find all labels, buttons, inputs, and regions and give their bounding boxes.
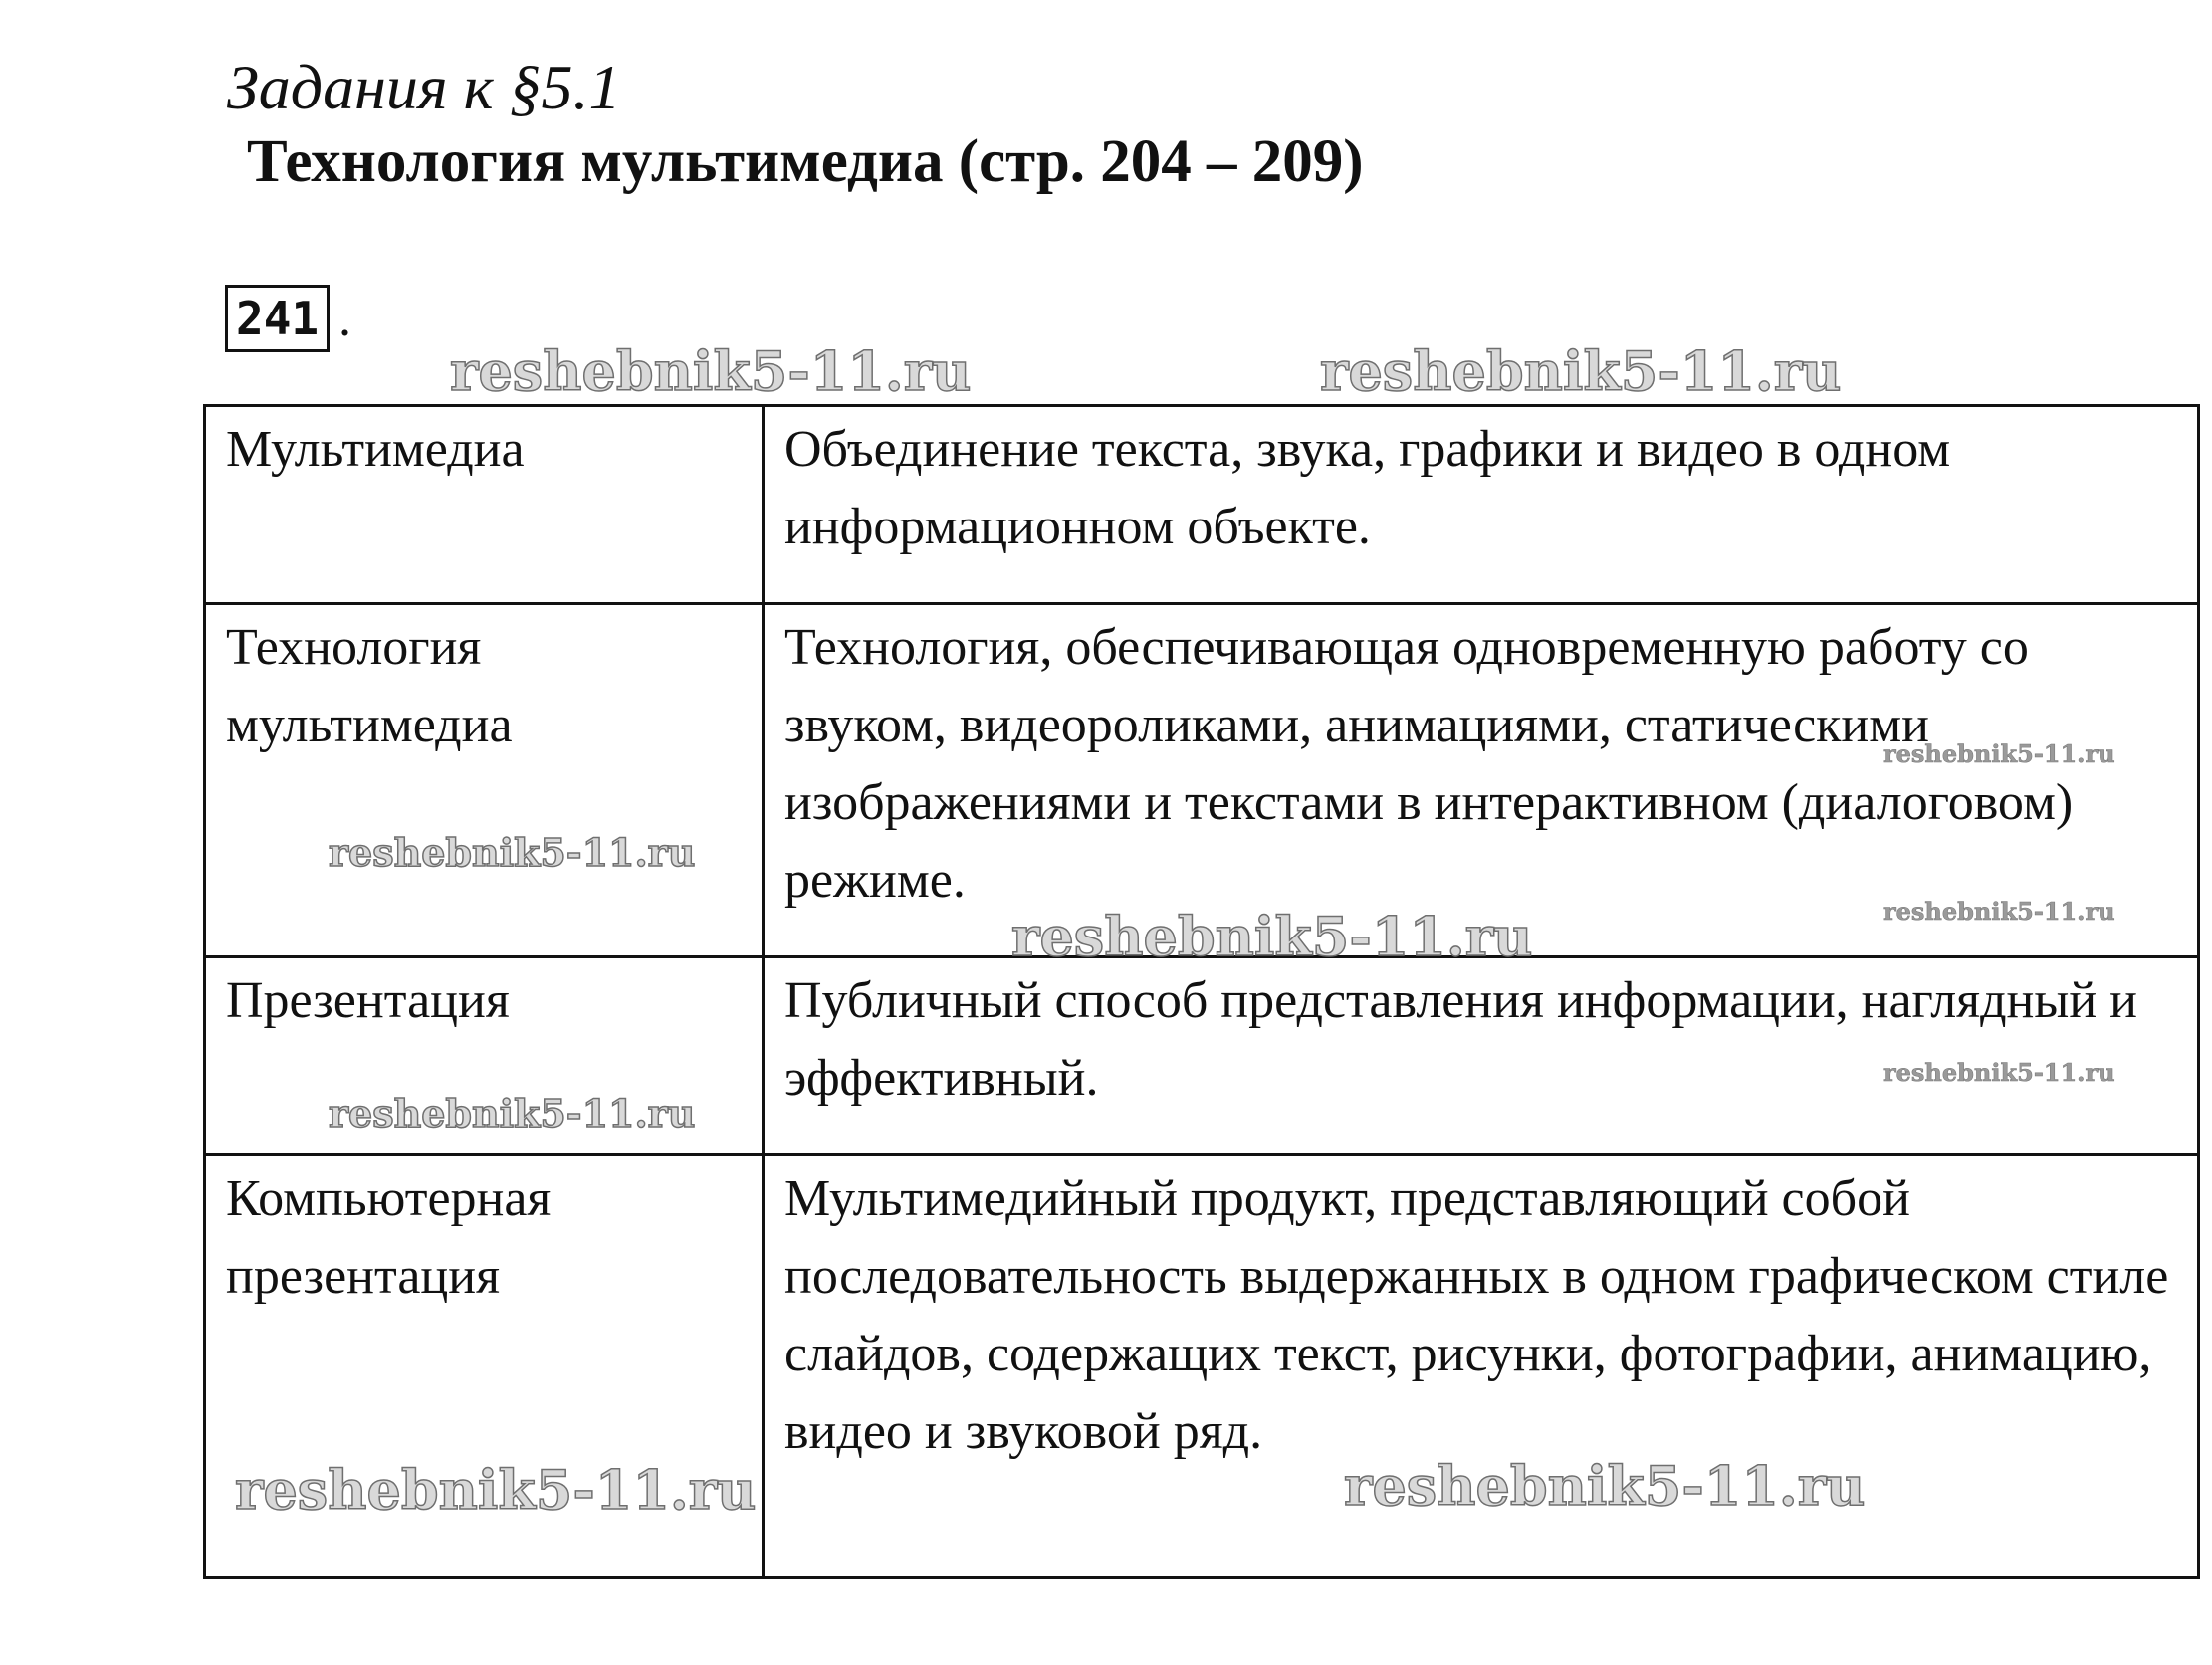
- term-cell: Презентация: [205, 957, 764, 1155]
- watermark: reshebnik5-11.ru: [329, 1091, 696, 1136]
- watermark: reshebnik5-11.ru: [1011, 905, 1533, 968]
- term-cell: Компьютерная презентация: [205, 1155, 764, 1578]
- table-row: [205, 957, 2199, 1155]
- definitions-table: [203, 404, 2200, 1579]
- table-row: [205, 604, 2199, 957]
- watermark: reshebnik5-11.ru: [235, 1458, 757, 1522]
- watermark: reshebnik5-11.ru: [1344, 1454, 1866, 1518]
- watermark: reshebnik5-11.ru: [1883, 897, 2115, 926]
- term-cell: Мультимедиа: [205, 406, 764, 604]
- section-subtitle: Задания к §5.1: [227, 52, 621, 122]
- definition-cell: Мультимедийный продукт, представляющий собой последовательность выдержанных в одном графическом стиле слайдов, содержащих текст, рисунки, фотографии, анимацию, видео и звуковой ряд.: [764, 1155, 2199, 1578]
- watermark: reshebnik5-11.ru: [1320, 339, 1842, 403]
- page-title: Технология мультимедиа (стр. 204 – 209): [247, 128, 1364, 195]
- term-cell: Технология мультимедиа: [205, 604, 764, 957]
- definition-cell: Объединение текста, звука, графики и видео в одном информационном объекте.: [764, 406, 2199, 604]
- watermark: reshebnik5-11.ru: [1883, 1058, 2115, 1087]
- watermark: reshebnik5-11.ru: [1883, 739, 2115, 768]
- task-number-dot: .: [338, 291, 351, 347]
- watermark: reshebnik5-11.ru: [450, 339, 972, 403]
- task-number-box: 241: [225, 285, 330, 352]
- table-row: [205, 1155, 2199, 1578]
- watermark: reshebnik5-11.ru: [329, 830, 696, 875]
- definition-cell: Публичный способ представления информации, наглядный и эффективный.: [764, 957, 2199, 1155]
- table-row: [205, 406, 2199, 604]
- definition-cell: Технология, обеспечивающая одновременную работу со звуком, видеороликами, анимациями, статическими изображениями и текстами в интерактивном (диалоговом) режиме.: [764, 604, 2199, 957]
